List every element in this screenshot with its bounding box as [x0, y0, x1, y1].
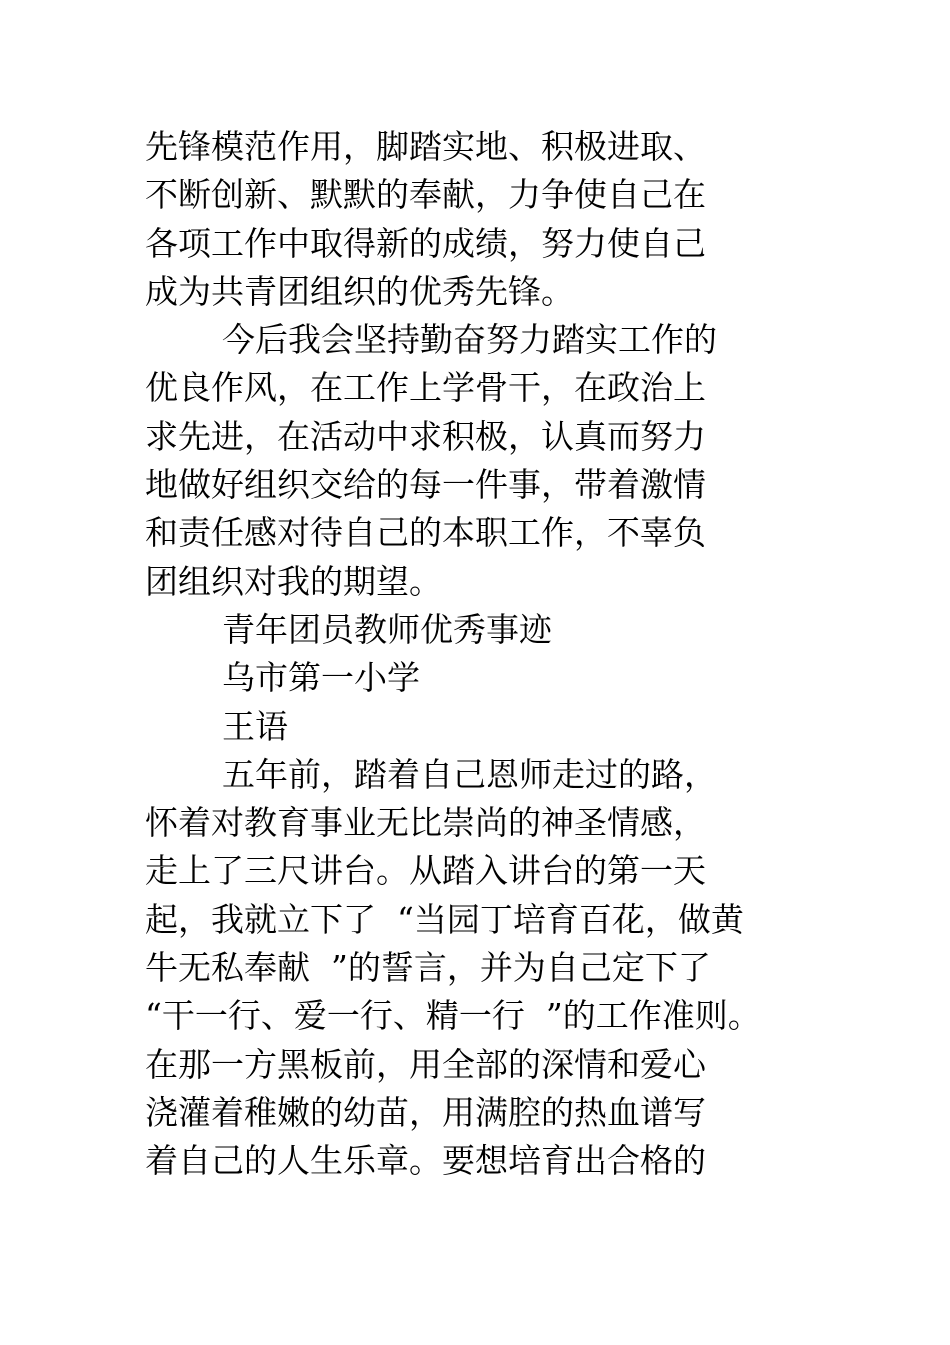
text-line: 怀着对教育事业无比崇尚的神圣情感，: [145, 803, 706, 843]
text-line: 不断创新、默默的奉献，力争使自己在: [145, 175, 706, 215]
paragraph-first-line: 今后我会坚持勤奋努力踏实工作的: [222, 320, 717, 360]
text-line: 团组织对我的期望。: [145, 561, 442, 601]
text-line: 和责任感对待自己的本职工作，不辜负: [145, 513, 706, 553]
author-name: 王语: [222, 706, 288, 746]
text-line: 先锋模范作用，脚踏实地、积极进取、: [145, 127, 706, 166]
text-line: 地做好组织交给的每一件事，带着激情: [145, 465, 706, 505]
section-title: 青年团员教师优秀事迹: [222, 609, 552, 649]
text-line: 优良作风，在工作上学骨干，在政治上: [145, 368, 706, 408]
text-line: 走上了三尺讲台。从踏入讲台的第一天: [145, 851, 706, 891]
text-line: 着自己的人生乐章。要想培育出合格的: [145, 1141, 706, 1181]
text-line: 起，我就立下了 “当园丁培育百花，做黄: [145, 899, 744, 939]
text-line: 成为共青团组织的优秀先锋。: [145, 271, 574, 311]
paragraph-first-line: 五年前，踏着自己恩师走过的路，: [222, 754, 717, 794]
text-line: 牛无私奉献 ”的誓言，并为自己定下了: [145, 948, 711, 988]
document-body: [145, 123, 935, 1186]
school-name: 乌市第一小学: [222, 658, 420, 698]
text-line: 各项工作中取得新的成绩，努力使自己: [145, 223, 706, 263]
text-line: 浇灌着稚嫩的幼苗，用满腔的热血谱写: [145, 1092, 706, 1132]
text-line: 求先进，在活动中求积极，认真而努力: [145, 416, 706, 456]
text-line: “干一行、爱一行、精一行 ”的工作准则。: [145, 996, 761, 1036]
text-line: 在那一方黑板前，用全部的深情和爱心: [145, 1044, 706, 1084]
